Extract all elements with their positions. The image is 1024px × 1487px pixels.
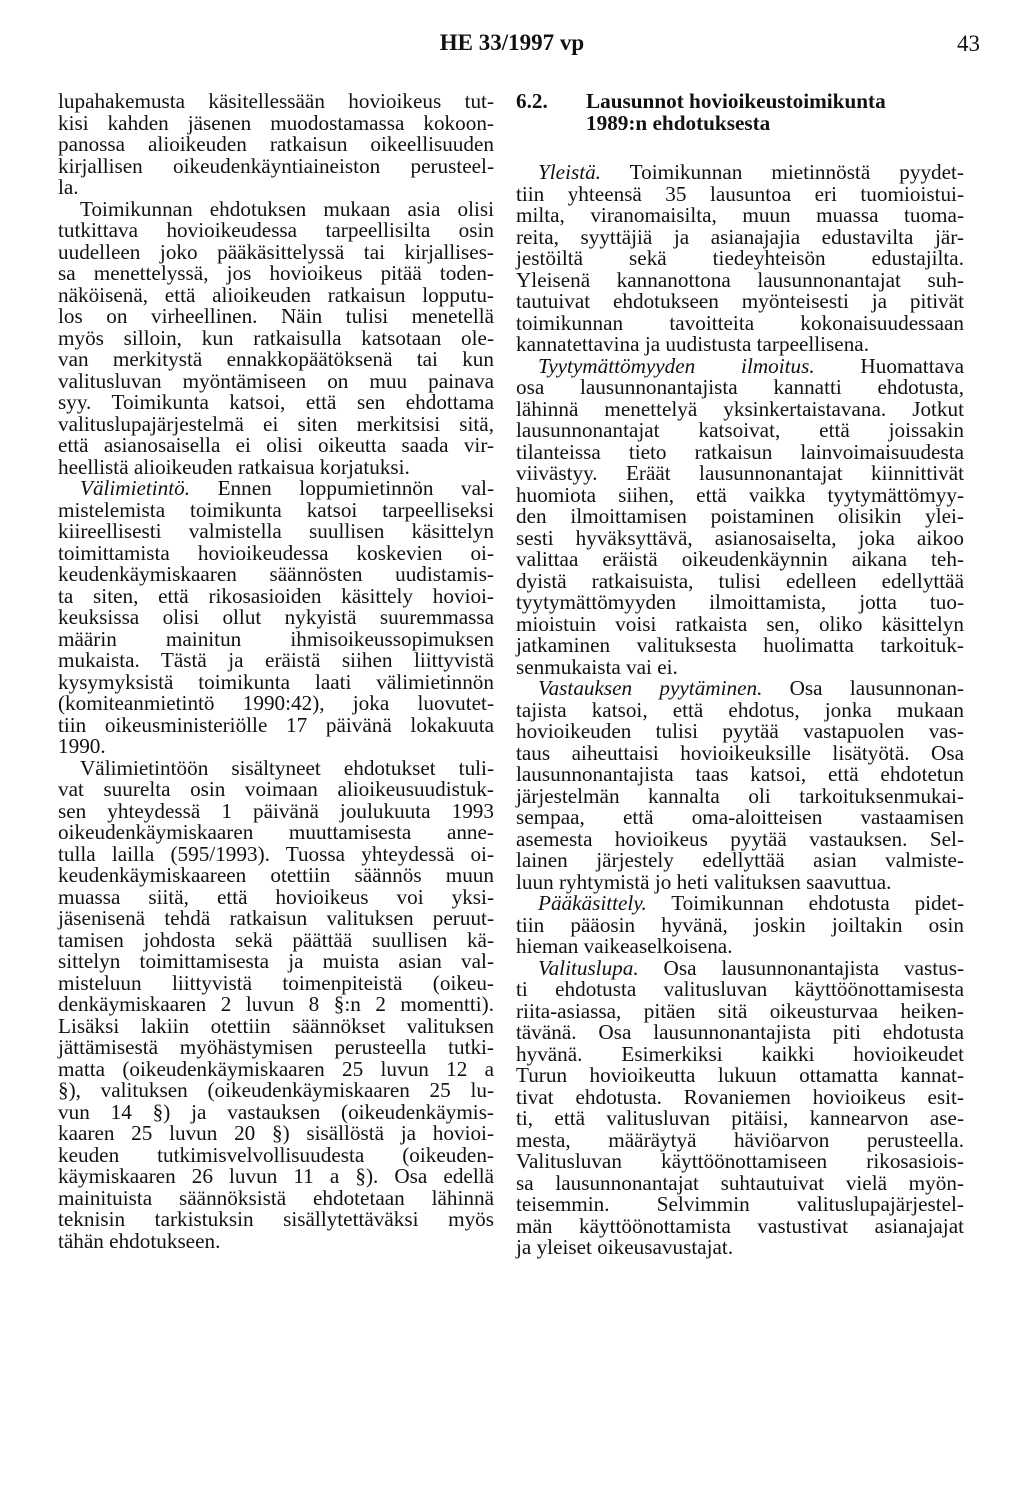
paragraph-first-line (516, 353, 964, 378)
text-line: että asianosaisella ei olisi oikeutta saada vir- (58, 433, 494, 457)
right-column (516, 91, 964, 1259)
text-line: §), valituksen (oikeudenkäymiskaaren 25 lu- (58, 1078, 494, 1102)
text-line: mistelemista toimikunta katsoi tarpeelliseksi (58, 497, 494, 522)
text-line: tävänä. Osa lausunnonantajista piti ehdotusta (516, 1020, 964, 1044)
text-line: mainituista säännöksistä ehdotetaan lähinnä (58, 1185, 494, 1210)
text-line: mukaista. Tästä ja eräistä siihen liittyvistä (58, 648, 494, 672)
section-term: Tyytymättömyyden ilmoitus. (538, 353, 815, 378)
section-term: Pääkäsittely. (538, 891, 647, 915)
text-line: Toimikunnan ehdotuksen mukaan asia olisi (80, 196, 494, 221)
section-title-line-2: 1989:n ehdotuksesta (586, 110, 771, 135)
paragraph (516, 955, 964, 1259)
section-term: Yleistä. (538, 160, 601, 184)
text-line: Turun hovioikeutta lukuun ottamatta kannat- (516, 1063, 964, 1087)
text-line: sa menettelyssä, jos hovioikeus pitää toden- (58, 261, 494, 285)
paragraph-first-line (516, 162, 964, 184)
text-line: kirjallisen oikeudenkäyntiaineiston perusteel- (58, 153, 494, 178)
text-line: Yleisenä kannanottona lausunnonantajat suh- (516, 267, 964, 292)
text-line: dyistä ratkaisuista, tulisi edelleen edellyttää (516, 568, 964, 593)
text-line: tiin pääosin hyvänä, joskin joiltakin osin (516, 912, 964, 937)
text-line: jestöiltä sekä tiedeyhteisön edustajilta. (516, 246, 964, 270)
paragraph-lines (516, 181, 964, 356)
text-line: misteluun liittyvistä toimenpiteistä (oikeu- (58, 970, 494, 995)
paragraph (516, 893, 964, 958)
line-text: Toimikunnan mietinnöstä pyydet- (600, 160, 964, 184)
text-line: näköisenä, että alioikeuden ratkaisun lopputu- (58, 282, 494, 307)
text-line: tilanteissa tieto ratkaisun lainvoimaisuudesta (516, 439, 964, 464)
text-line: tautuivat ehdotukseen myönteisesti ja pitivät (516, 289, 964, 313)
text-line: ja yleiset oikeusavustajat. (516, 1235, 734, 1259)
text-line: ti ehdotusta valitusluvan käyttöönottamisesta (516, 977, 964, 1001)
text-line: kaaren 25 luvun 20 §) sisällöstä ja hovioi- (58, 1121, 494, 1145)
text-line: Lisäksi lakiin otettiin säännökset valituksen (58, 1013, 494, 1038)
text-line: lähinnä menettelyä yksinkertaistavana. Jotkut (516, 396, 964, 421)
text-line: lausunnonantajista taas katsoi, että ehdotetun (516, 762, 964, 786)
text-line: viivästyy. Eräät lausunnonantajat kiinnittivät (516, 461, 964, 485)
text-line: sempaa, että oma-aloitteisen vastaamisen (516, 805, 964, 829)
paragraph (58, 196, 494, 479)
text-line: valituslupajärjestelmä ei siten merkitsisi sitä, (58, 411, 494, 436)
paragraph-lines (516, 697, 964, 894)
paragraph (516, 162, 964, 356)
text-line: tamisen johdosta sekä päättää suullisen kä- (58, 927, 494, 952)
text-line: teknisin tarkistuksin sisällytettäväksi myös (58, 1207, 494, 1231)
text-line: Välimietintöön sisältyneet ehdotukset tuli- (80, 755, 494, 780)
text-line: tyytymättömyyden ilmoittamista, jotta tuo- (516, 590, 964, 614)
text-line: hieman vaikeaselkoisena. (516, 934, 733, 958)
text-line: myös silloin, kun ratkaisulla katsotaan ole- (58, 325, 494, 350)
text-line: jättämisestä myöhästymisen perusteella tutki- (58, 1035, 494, 1059)
section-term: Välimietintö. (80, 476, 191, 500)
text-line: keudenkäymiskaaren säännösten uudistamis- (58, 562, 494, 586)
text-line: mesta, määräytyä häviöarvon perusteella. (516, 1127, 964, 1152)
section-term: Vastauksen pyytäminen. (538, 676, 763, 700)
text-line: lainen järjestely edellyttää asian valmiste- (516, 848, 964, 872)
text-line: heellistä alioikeuden ratkaisua korjatuksi. (58, 454, 410, 479)
paragraph (58, 755, 494, 1253)
text-line: ta siten, että rikosasioiden käsittely hovioi- (58, 583, 494, 608)
paragraph (516, 678, 964, 893)
text-line: lupahakemusta käsitellessään hovioikeus tut- (58, 89, 494, 113)
text-line: sen yhteydessä 1 päivänä joulukuuta 1993 (58, 798, 494, 823)
text-line: tivat ehdotusta. Rovaniemen hovioikeus esit- (516, 1084, 964, 1109)
paragraph-lines (516, 979, 964, 1259)
text-line: valittaa eräistä oikeudenkäynnin aikana teh- (516, 547, 964, 571)
text-line: muassa siitä, että hovioikeus voi yksi- (58, 884, 494, 909)
text-line: sittelyn toimittamisesta ja muista asian val- (58, 949, 494, 973)
text-line: van merkitystä ennakkopäätöksenä tai kun (58, 347, 494, 371)
left-column (58, 91, 494, 1252)
text-line: sa lausunnonantajat suhtautuivat vielä myön- (516, 1170, 964, 1195)
paragraph (516, 353, 964, 679)
text-line: kysymyksistä toimikunta laati välimietinnön (58, 669, 494, 694)
text-line: reita, syyttäjiä ja asianajajia edustavilta jär- (516, 224, 964, 249)
text-line: vun 14 §) ja vastauksen (oikeudenkäymis- (58, 1099, 494, 1124)
text-line: hyvänä. Esimerkiksi kaikki hovioikeudet (516, 1041, 964, 1066)
section-number: 6.2. (516, 89, 548, 113)
text-line: tulla lailla (595/1993). Tuossa yhteydessä oi- (58, 841, 494, 866)
text-line: tähän ehdotukseen. (58, 1228, 221, 1253)
text-line: den ilmoittamisen poistaminen olisikin ylei- (516, 504, 964, 528)
line-text: Osa lausunnonantajista vastus- (638, 955, 964, 980)
paragraph-first-line (516, 678, 964, 700)
paragraph-first-line (58, 478, 494, 500)
text-line: huomiota siihen, että vaikka tyytymättömyy- (516, 482, 964, 507)
text-line: kiireellisesti valmistella suullisen käsittelyn (58, 519, 494, 543)
text-line: luun ryhtymistä jo heti valituksen saavuttua. (516, 869, 892, 894)
text-line: senmukaista vai ei. (516, 654, 678, 679)
text-line: jatkaminen valituksesta huolimatta tarkoituk- (516, 633, 964, 657)
text-line: denkäymiskaaren 2 luvun 8 §:n 2 momentti). (58, 992, 494, 1016)
text-line: la. (58, 175, 79, 199)
text-line: ti, että valitusluvan pitäisi, kannearvon ase- (516, 1106, 964, 1130)
text-line: panossa alioikeuden ratkaisun oikeellisuuden (58, 132, 494, 156)
text-line: Valitusluvan käyttöönottamiseen rikosasiois- (516, 1149, 964, 1173)
text-line: hovioikeuden tulisi pyytää vastapuolen vas- (516, 719, 964, 743)
text-line: milta, viranomaisilta, muun muassa tuoma- (516, 203, 964, 227)
line-text: Toimikunnan ehdotusta pidet- (646, 891, 964, 915)
text-line: vat suurelta osin voimaan alioikeusuudistuk- (58, 777, 494, 801)
line-text: Osa lausunnonan- (762, 676, 964, 700)
paragraph-lines (516, 912, 964, 958)
text-line: määrin mainitun ihmisoikeussopimuksen (58, 626, 494, 651)
text-line: 1990. (58, 734, 106, 758)
page-number: 43 (957, 31, 980, 56)
text-line: kisi kahden jäsenen muodostamassa kokoon- (58, 110, 494, 135)
text-line: toimittamista hovioikeudessa koskevien oi- (58, 540, 494, 565)
text-line: oikeudenkäymiskaaren muuttamisesta anne- (58, 820, 494, 844)
text-line: jäsenisenä tehdä ratkaisun valituksen peruut- (58, 906, 494, 930)
paragraph (58, 478, 494, 758)
text-line: keudenkäymiskaareen otettiin säännös muun (58, 863, 494, 887)
text-line: sesti hyväksyttävä, asianosaiselta, joka aikoo (516, 525, 964, 550)
text-line: käymiskaaren 26 luvun 11 a §). Osa edellä (58, 1164, 494, 1188)
section-title: Lausunnot hovioikeustoimikunta (586, 89, 886, 113)
text-line: asemesta hovioikeus pyytää vastauksen. Sel- (516, 826, 964, 851)
text-line: kannatettavina ja uudistusta tarpeellisena. (516, 332, 869, 356)
line-text: Ennen loppumietinnön val- (190, 476, 494, 500)
text-line: mioistuin voisi ratkaista sen, oliko käsittelyn (516, 611, 964, 636)
text-line: järjestelmän kannalta oli tarkoituksenmukai- (516, 783, 964, 808)
text-line: riita-asiassa, pitäen sitä oikeusturvaa heiken- (516, 998, 964, 1023)
paragraph-lines (516, 377, 964, 678)
text-line: uudelleen joko pääkäsittelyssä tai kirjallises- (58, 239, 494, 264)
line-text: Huomattava (814, 353, 964, 378)
text-line: teisemmin. Selvimmin valituslupajärjestel- (516, 1192, 964, 1216)
paragraph (58, 91, 494, 199)
text-line: män käyttöönottamista vastustivat asianajajat (516, 1213, 964, 1238)
section-term: Valituslupa. (538, 955, 639, 980)
paragraph-first-line (516, 893, 964, 915)
text-line: keuksissa olisi ollut nykyistä suuremmassa (58, 605, 494, 629)
text-line: los on virheellinen. Näin tulisi menetellä (58, 304, 494, 328)
text-line: toimikunnan tavoitteita kokonaisuudessaan (516, 310, 964, 335)
text-line: keuden tutkimisvelvollisuudesta (oikeuden- (58, 1142, 494, 1167)
text-line: lausunnonantajat katsoivat, että joissakin (516, 418, 964, 442)
text-line: tiin oikeusministeriölle 17 päivänä lokakuuta (58, 712, 494, 737)
text-line: tiin yhteensä 35 lausuntoa eri tuomioistui- (516, 181, 964, 206)
text-line: valitusluvan myöntämiseen on muu painava (58, 368, 494, 393)
text-line: matta (oikeudenkäymiskaaren 25 luvun 12 a (58, 1056, 494, 1081)
paragraph-first-line (516, 955, 964, 980)
text-line: taus aiheuttaisi hovioikeuksille lisätyötä. Osa (516, 740, 964, 765)
text-line: tajista katsoi, että ehdotus, jonka mukaan (516, 697, 964, 722)
page-header-title: HE 33/1997 vp (439, 30, 585, 55)
text-line: osa lausunnonantajista kannatti ehdotusta, (516, 375, 964, 399)
text-line: (komiteanmietintö 1990:42), joka luovutet- (58, 691, 494, 715)
paragraph-lines (58, 497, 494, 758)
text-line: syy. Toimikunta katsoi, että sen ehdottama (58, 390, 494, 414)
section-heading (516, 91, 964, 113)
text-line: tutkittava hovioikeudessa tarpeellisilta osin (58, 218, 494, 242)
